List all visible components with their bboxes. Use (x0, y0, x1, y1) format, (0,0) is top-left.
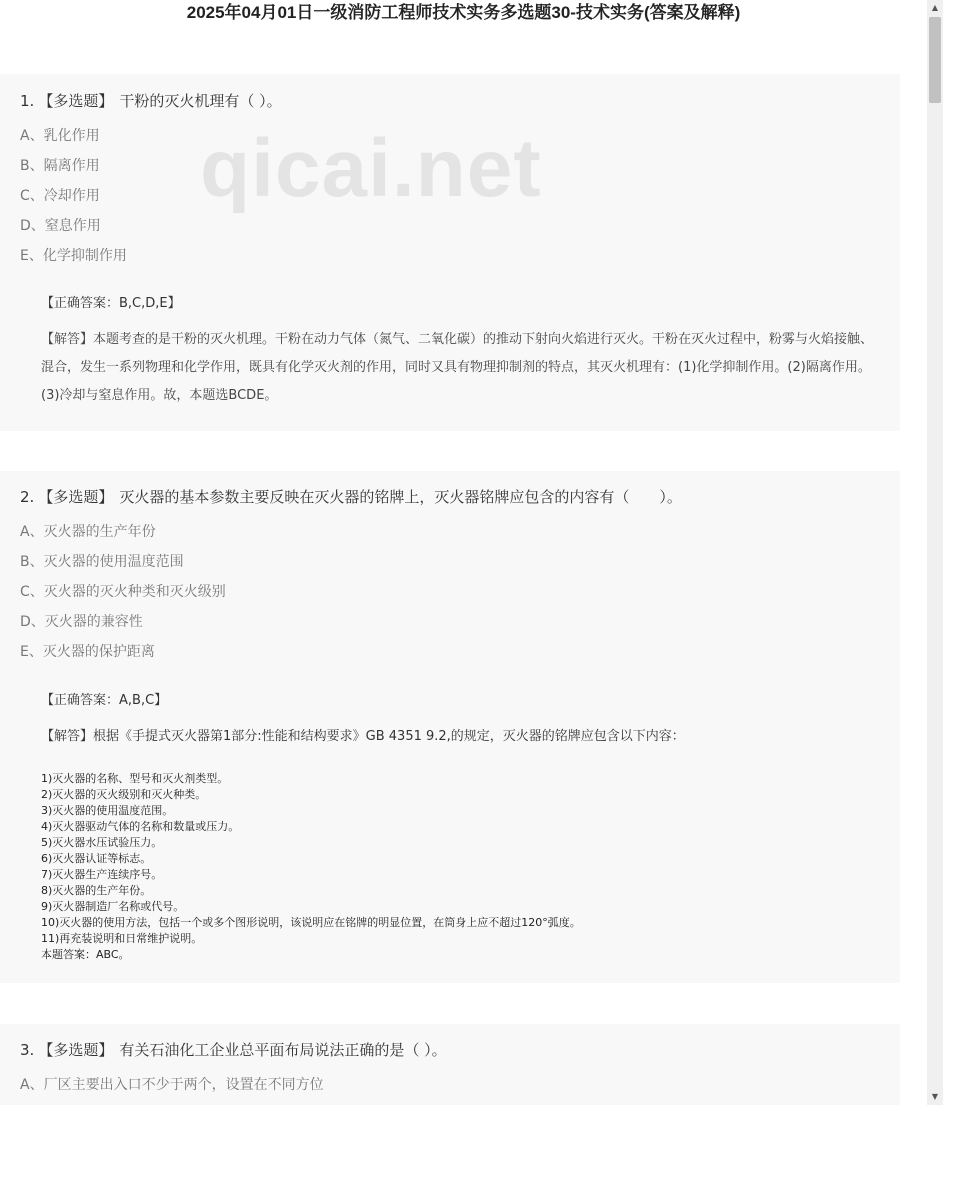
scroll-down-arrow-icon[interactable]: ▼ (931, 1092, 939, 1101)
question-type: 【多选题】 (38, 488, 114, 506)
question-stem (20, 487, 682, 507)
list-item: 3)灭火器的使用温度范围。 (41, 804, 174, 817)
question-text: 灭火器的基本参数主要反映在灭火器的铭牌上，灭火器铭牌应包含的内容有（ ）。 (119, 488, 682, 506)
correct-answer: 【正确答案：B,C,D,E】 (41, 296, 181, 311)
option-e[interactable]: E、化学抑制作用 (20, 248, 127, 264)
option-a[interactable]: A、厂区主要出入口不少于两个，设置在不同方位 (20, 1077, 324, 1093)
question-number: 1. (20, 92, 35, 110)
list-item: 4)灭火器驱动气体的名称和数量或压力。 (41, 820, 240, 833)
question-text: 干粉的灭火机理有（ ）。 (119, 92, 282, 110)
list-item: 1)灭火器的名称、型号和灭火剂类型。 (41, 772, 229, 785)
nameplate-content-list (41, 771, 581, 963)
option-b[interactable]: B、灭火器的使用温度范围 (20, 554, 184, 570)
option-c[interactable]: C、灭火器的灭火种类和灭火级别 (20, 584, 226, 600)
option-b[interactable]: B、隔离作用 (20, 158, 100, 174)
correct-answer: 【正确答案：A,B,C】 (41, 693, 168, 708)
option-e[interactable]: E、灭火器的保护距离 (20, 644, 155, 660)
question-stem (20, 91, 282, 111)
list-item: 8)灭火器的生产年份。 (41, 884, 152, 897)
list-item: 5)灭火器水压试验压力。 (41, 836, 163, 849)
option-d[interactable]: D、灭火器的兼容性 (20, 614, 143, 630)
question-number: 3. (20, 1041, 35, 1059)
list-item: 6)灭火器认证等标志。 (41, 852, 152, 865)
list-item: 10)灭火器的使用方法，包括一个或多个图形说明，该说明应在铭牌的明显位置，在筒身上应不超过120°弧度。 (41, 916, 581, 929)
question-card-2 (0, 471, 900, 983)
question-number: 2. (20, 488, 35, 506)
explanation: 【解答】根据《手提式灭火器第1部分:性能和结构要求》GB 4351 9.2,的规定，灭火器的铭牌应包含以下内容： (41, 729, 685, 744)
option-a[interactable]: A、乳化作用 (20, 128, 100, 144)
list-item: 9)灭火器制造厂名称或代号。 (41, 900, 185, 913)
question-card-3 (0, 1024, 900, 1105)
vertical-scrollbar[interactable] (927, 0, 943, 1105)
list-item: 7)灭火器生产连续序号。 (41, 868, 163, 881)
list-item: 本题答案：ABC。 (41, 948, 130, 961)
explanation: 【解答】本题考查的是干粉的灭火机理。干粉在动力气体（氮气、二氧化碳）的推动下射向火焰进行灭火。干粉在灭火过程中，粉雾与火焰接触、混合，发生一系列物理和化学作用，既具有化学灭火剂的作用，同时又具有物理抑制剂的特点，其灭火机理有：(1)化学抑制作用。(2)隔离作用。(3)冷却与窒息作用。故，本题选BCDE。 (41, 332, 874, 403)
list-item: 11)再充装说明和日常维护说明。 (41, 932, 203, 945)
question-text: 有关石油化工企业总平面布局说法正确的是（ ）。 (119, 1041, 447, 1059)
question-card-1 (0, 74, 900, 431)
scroll-up-arrow-icon[interactable]: ▲ (931, 3, 939, 12)
question-type: 【多选题】 (38, 1041, 114, 1059)
question-stem (20, 1040, 447, 1060)
option-c[interactable]: C、冷却作用 (20, 188, 100, 204)
page-title: 2025年04月01日一级消防工程师技术实务多选题30-技术实务(答案及解释) (186, 3, 741, 22)
list-item: 2)灭火器的灭火级别和灭火种类。 (41, 788, 207, 801)
question-type: 【多选题】 (38, 92, 114, 110)
scrollbar-thumb[interactable] (929, 17, 941, 103)
option-a[interactable]: A、灭火器的生产年份 (20, 524, 156, 540)
watermark: qicai.net (200, 123, 542, 214)
option-d[interactable]: D、窒息作用 (20, 218, 101, 234)
